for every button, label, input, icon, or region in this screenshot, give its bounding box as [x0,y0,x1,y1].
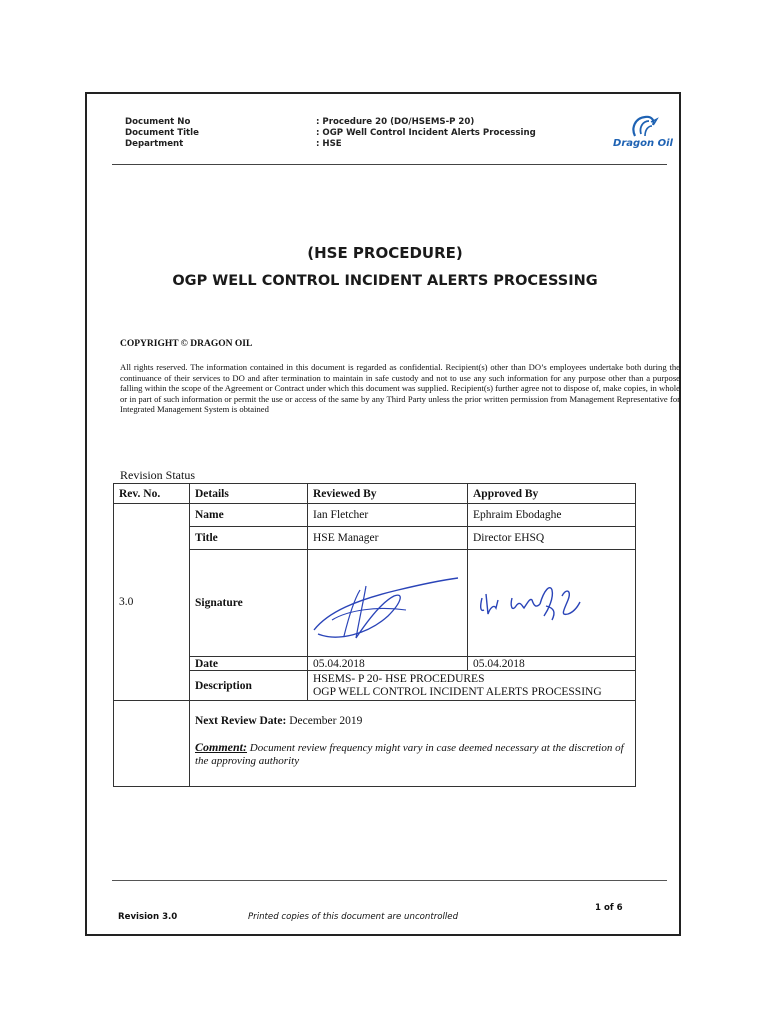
comment-label: Comment: [195,740,248,754]
revision-table [113,483,636,787]
header-reviewed-by: Reviewed By [308,484,468,504]
table-row-description [114,671,636,701]
procedure-main-title: OGP WELL CONTROL INCIDENT ALERTS PROCESSING [172,273,598,289]
table-row-signature [114,550,636,657]
table-row-title [114,527,636,550]
page-number: 1 of 6 [595,903,623,913]
approved-title: Director EHSQ [468,527,636,550]
header-labels [125,117,199,150]
signature-label: Signature [190,550,308,657]
reviewer-signature [308,550,468,657]
title-label: Title [190,527,308,550]
header-details: Details [190,484,308,504]
procedure-type-title: (HSE PROCEDURE) [307,244,463,262]
reviewer-signature-icon [308,550,468,656]
next-review-label: Next Review Date: [195,715,287,727]
document-title-value: : OGP Well Control Incident Alerts Processing [316,128,536,138]
reviewed-name: Ian Fletcher [308,504,468,527]
copyright-body: All rights reserved. The information contained in this document is regarded as confidential. Recipient(s) other than DO’s employees undertake both during the continuance of their services to DO and after termination to maintain in safe custody and not to use any such information for any purpose other than a purpose falling within the scope of the Agreement or Contract under which this document was supplied. Recipient(s) further agree not to dispose of, make copies, in whole or in part of such information or permit the use or access of the same by any Third Party unless the prior written permission from Management Representative for Integrated Management System is obtained [120,362,680,415]
table-row-date [114,657,636,671]
table-row-name [114,504,636,527]
next-review-value: December 2019 [289,715,363,727]
footer-note: Printed copies of this document are uncontrolled [248,912,459,922]
reviewed-date: 05.04.2018 [308,657,468,671]
approver-signature [468,550,636,657]
footer-revision: Revision 3.0 [118,912,178,922]
reviewed-title: HSE Manager [308,527,468,550]
dragon-logo-icon [607,112,679,140]
next-review [195,715,630,727]
department-value: : HSE [316,139,342,149]
header-divider [112,164,667,165]
revision-status-caption: Revision Status [120,468,196,482]
document-page [85,92,681,936]
comment [195,741,630,768]
dragon-oil-logo [607,112,679,152]
document-no-label: Document No [125,117,191,127]
rev-no-cell: 3.0 [114,504,190,701]
description-line-2: OGP WELL CONTROL INCIDENT ALERTS PROCESSING [313,685,602,698]
description-label: Description [190,671,308,701]
description-line-1: HSEMS- P 20- HSE PROCEDURES [313,672,485,685]
table-row-review [114,701,636,787]
document-title-label: Document Title [125,128,199,138]
review-comment-cell [190,701,636,787]
copyright-heading: COPYRIGHT © DRAGON OIL [120,339,253,349]
name-label: Name [190,504,308,527]
description-value [308,671,636,701]
empty-rev-cell [114,701,190,787]
header-rev-no: Rev. No. [114,484,190,504]
header-values [316,117,536,150]
date-label: Date [190,657,308,671]
approver-signature-icon [468,550,636,656]
approved-date: 05.04.2018 [468,657,636,671]
footer-divider [112,880,667,881]
document-no-value: : Procedure 20 (DO/HSEMS-P 20) [316,117,475,127]
approved-name: Ephraim Ebodaghe [468,504,636,527]
department-label: Department [125,139,184,149]
header-approved-by: Approved By [468,484,636,504]
comment-text: Document review frequency might vary in case deemed necessary at the discretion of the approving authority [195,742,624,767]
logo-text: Dragon Oil [613,138,673,149]
table-header-row [114,484,636,504]
